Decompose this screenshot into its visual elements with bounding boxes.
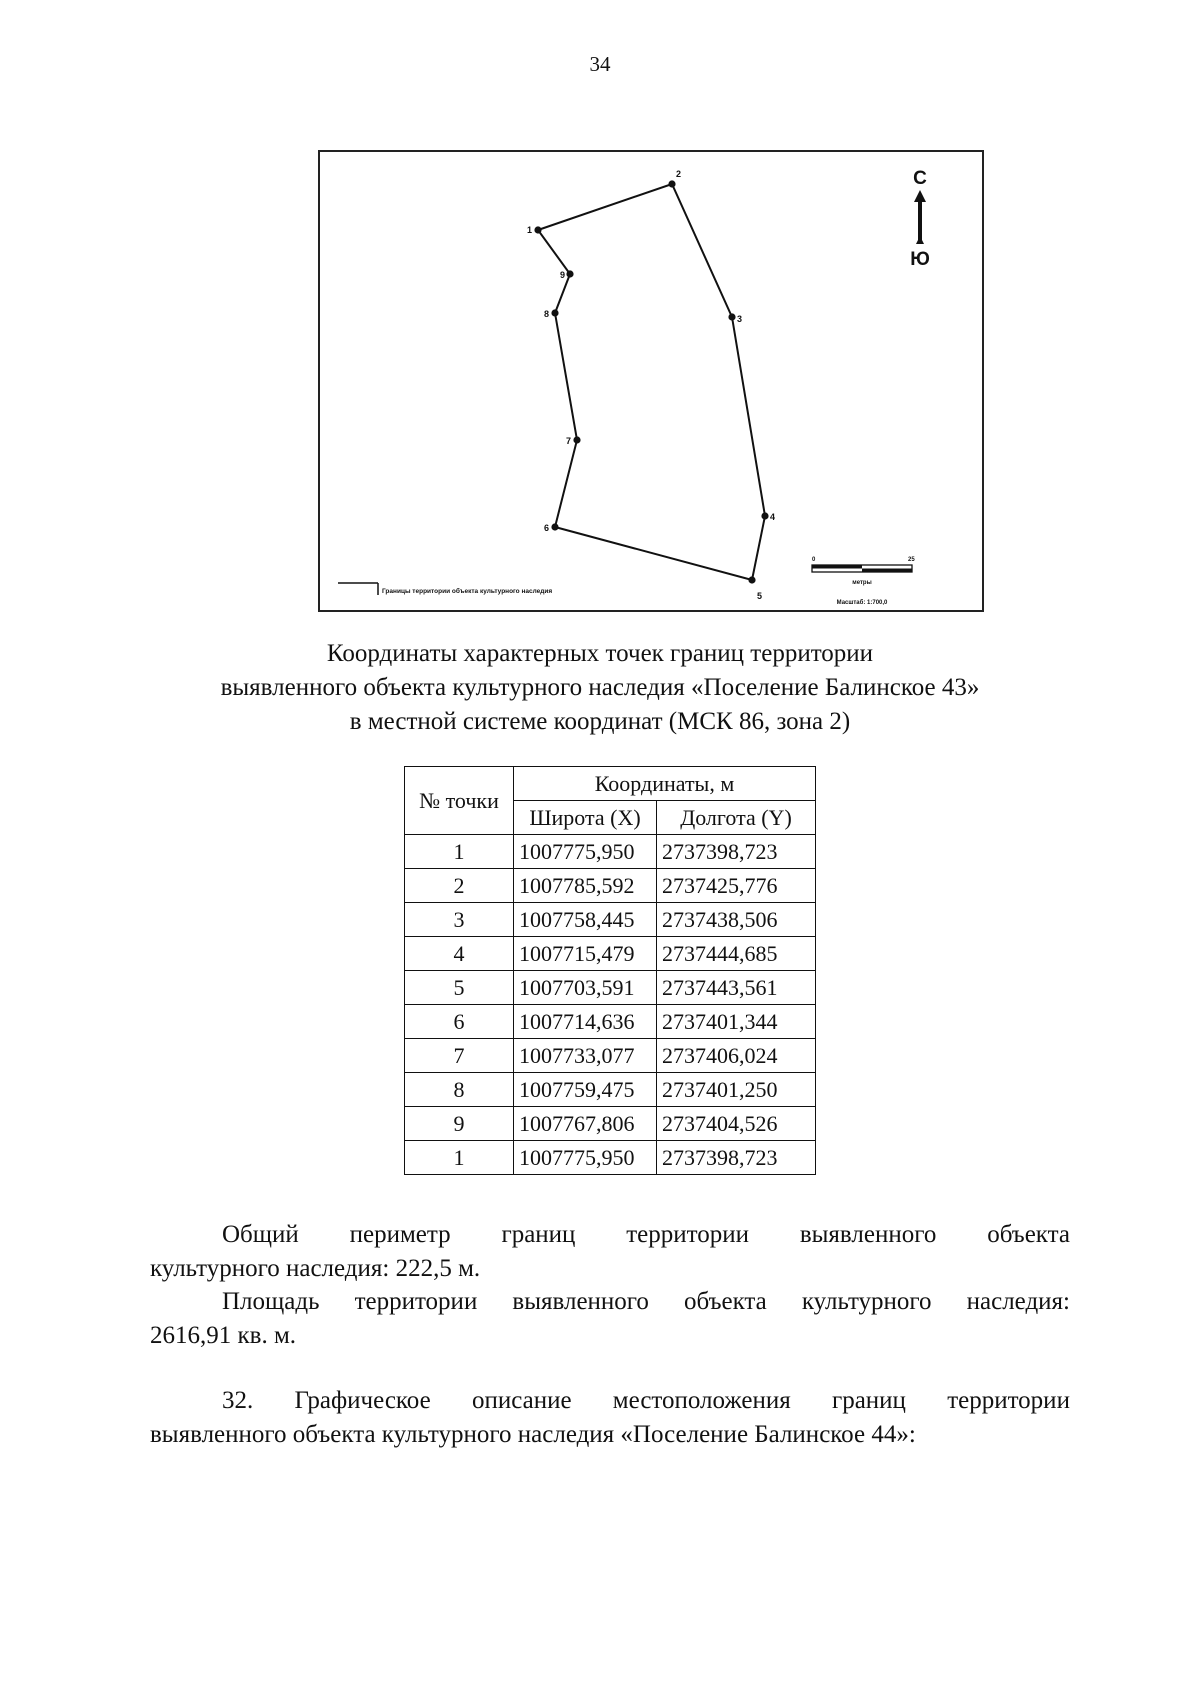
point-label-8: 8 [544, 309, 550, 319]
table-caption [150, 637, 1050, 739]
caption-line-3: в местной системе координат (МСК 86, зона 2) [349, 708, 851, 735]
cell-x: 1007733,077 [514, 1039, 657, 1073]
table-row [405, 1039, 816, 1073]
cell-point: 8 [405, 1073, 514, 1107]
cell-x: 1007703,591 [514, 971, 657, 1005]
south-tick-icon [916, 236, 924, 244]
cell-x: 1007785,592 [514, 869, 657, 903]
caption-line-1: Координаты характерных точек границ территории [326, 640, 874, 667]
cell-point: 1 [405, 835, 514, 869]
cell-y: 2737404,526 [657, 1107, 816, 1141]
col-y-header: Долгота (Y) [657, 801, 816, 835]
point-label-2: 2 [676, 169, 682, 179]
point-label-9: 9 [560, 270, 566, 280]
table-row [405, 869, 816, 903]
boundary-point-2 [668, 180, 675, 187]
legend-label: Границы территории объекта культурного наследия [382, 588, 553, 595]
map-legend [338, 583, 552, 595]
table-header-row [405, 767, 816, 801]
scale-start: 0 [812, 557, 816, 563]
table-row [405, 1141, 816, 1175]
cell-x: 1007715,479 [514, 937, 657, 971]
point-label-6: 6 [544, 523, 550, 533]
cell-y: 2737401,250 [657, 1073, 816, 1107]
col-point-header: № точки [405, 767, 514, 835]
col-x-header: Широта (X) [514, 801, 657, 835]
boundary-point-4 [761, 512, 768, 519]
north-arrow [910, 168, 930, 270]
scale-end: 25 [908, 557, 915, 563]
cell-y: 2737401,344 [657, 1005, 816, 1039]
table-row [405, 937, 816, 971]
site-boundary-map [318, 150, 984, 612]
boundary-point-1 [534, 226, 541, 233]
col-coords-header: Координаты, м [514, 767, 816, 801]
scale-bar [812, 557, 915, 606]
boundary-point-5 [748, 576, 755, 583]
cell-y: 2737444,685 [657, 937, 816, 971]
table-row [405, 1073, 816, 1107]
point-label-7: 7 [566, 436, 572, 446]
point-label-4: 4 [770, 512, 776, 522]
table-row [405, 903, 816, 937]
cell-x: 1007759,475 [514, 1073, 657, 1107]
cell-x: 1007775,950 [514, 835, 657, 869]
boundary-point-6 [551, 523, 558, 530]
point-label-5: 5 [757, 591, 763, 601]
cell-x: 1007767,806 [514, 1107, 657, 1141]
north-arrow-shaft [918, 201, 922, 241]
cell-x: 1007775,950 [514, 1141, 657, 1175]
north-label: С [913, 168, 927, 189]
cell-x: 1007714,636 [514, 1005, 657, 1039]
cell-point: 9 [405, 1107, 514, 1141]
cell-y: 2737406,024 [657, 1039, 816, 1073]
coordinates-table [404, 766, 816, 1175]
table-row [405, 971, 816, 1005]
boundary-point-3 [728, 313, 735, 320]
point-label-3: 3 [737, 314, 743, 324]
perimeter-paragraph: Общий периметр границ территории выявленного объекта культурного наследия: 222,5 м. [150, 1221, 1070, 1282]
boundary-polygon [538, 184, 765, 580]
caption-line-2: выявленного объекта культурного наследия «Поселение Балинское 43» [220, 674, 980, 701]
boundary-point-9 [566, 270, 573, 277]
boundary-point-7 [573, 436, 580, 443]
cell-y: 2737438,506 [657, 903, 816, 937]
cell-y: 2737398,723 [657, 835, 816, 869]
table-row [405, 835, 816, 869]
cell-point: 5 [405, 971, 514, 1005]
table-row [405, 1107, 816, 1141]
cell-x: 1007758,445 [514, 903, 657, 937]
cell-y: 2737443,561 [657, 971, 816, 1005]
point-label-1: 1 [527, 225, 533, 235]
cell-point: 2 [405, 869, 514, 903]
cell-point: 4 [405, 937, 514, 971]
cell-y: 2737398,723 [657, 1141, 816, 1175]
north-arrow-icon [914, 190, 926, 202]
cell-y: 2737425,776 [657, 869, 816, 903]
scale-ratio: Масштаб: 1:700,0 [836, 600, 888, 606]
section-32-paragraph: 32. Графическое описание местоположения границ территории выявленного объекта культурного наследия «Поселение Балинское 44»: [150, 1387, 1070, 1448]
boundary-point-8 [551, 309, 558, 316]
table-row [405, 1005, 816, 1039]
cell-point: 3 [405, 903, 514, 937]
map-canvas [320, 152, 982, 610]
area-paragraph: Площадь территории выявленного объекта культурного наследия: 2616,91 кв. м. [150, 1288, 1070, 1349]
scale-unit: метры [852, 580, 872, 586]
south-label: Ю [910, 249, 930, 270]
page-number: 34 [589, 52, 611, 76]
cell-point: 1 [405, 1141, 514, 1175]
cell-point: 7 [405, 1039, 514, 1073]
cell-point: 6 [405, 1005, 514, 1039]
